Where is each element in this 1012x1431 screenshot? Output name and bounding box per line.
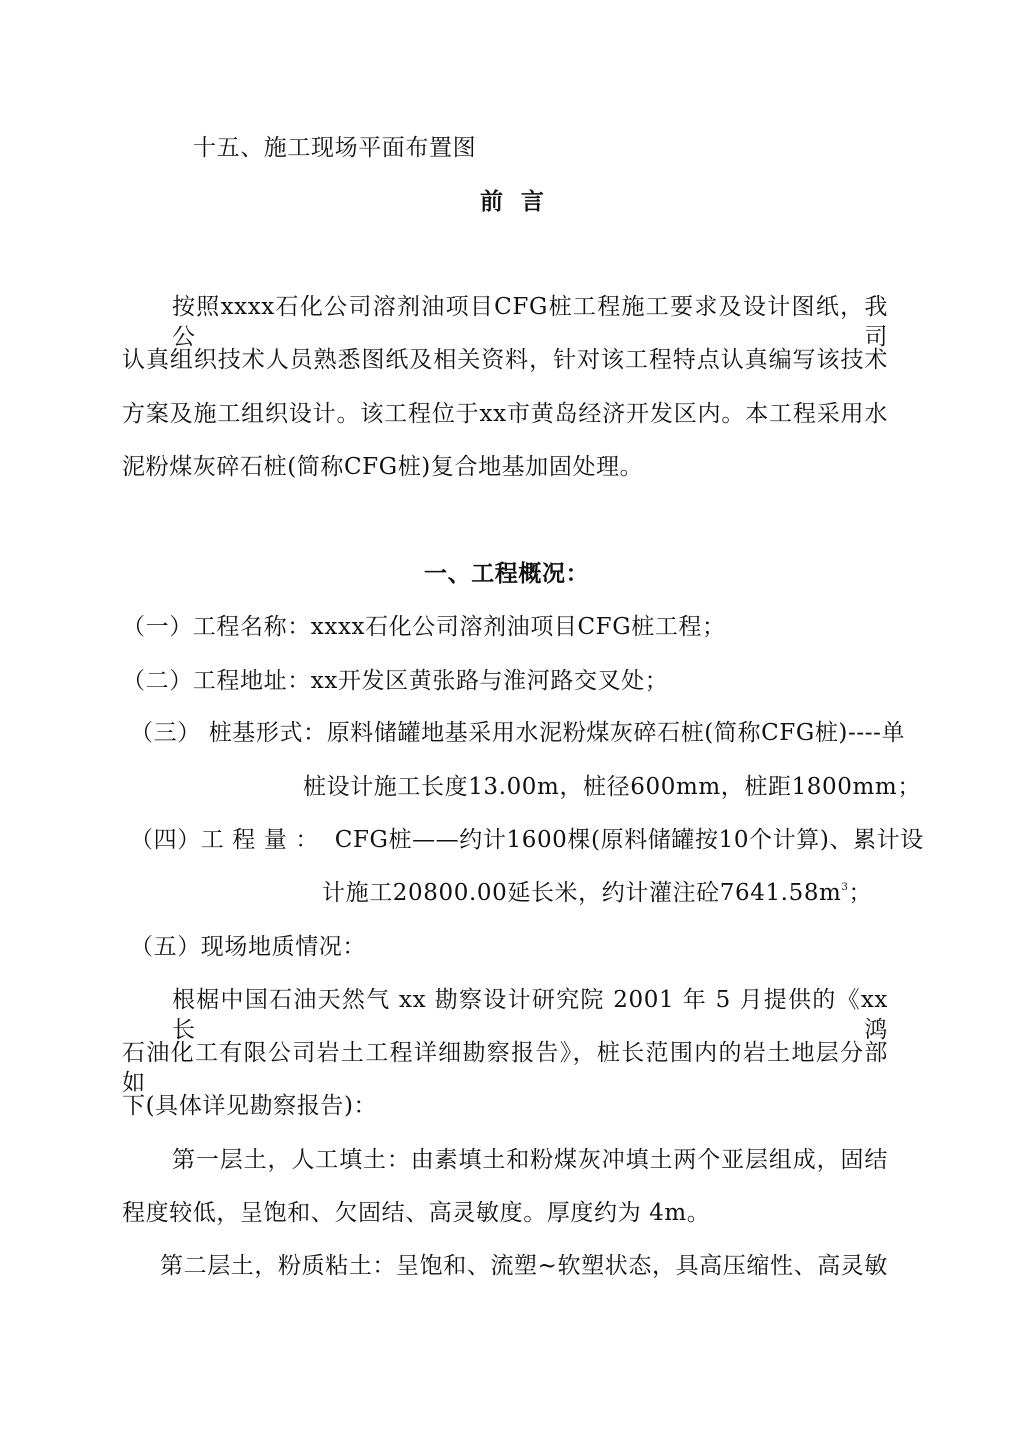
toc-item: 十五、施工现场平面布置图 [193, 135, 477, 161]
preface-title: 前 言 [480, 188, 545, 215]
geology-line: 下(具体详见勘察报告)： [122, 1093, 378, 1119]
pile-type-item: （三） 桩基形式：原料储罐地基采用水泥粉煤灰碎石桩(简称CFG桩)----单 [130, 720, 906, 746]
geology-item: （五）现场地质情况： [130, 934, 366, 960]
project-address-item: （二）工程地址：xx开发区黄张路与淮河路交叉处； [122, 668, 669, 694]
quantity-end: ； [848, 880, 873, 906]
section-title: 一、工程概况： [424, 560, 590, 587]
quantity-item: （四）工 程 量 ： CFG桩——约计1600棵(原料储罐按10个计算)、累计设 [130, 827, 924, 853]
quantity-text: 计施工20800.00延长米，约计灌注砼7641.58m [322, 880, 842, 906]
layer1-line: 第一层土，人工填土：由素填土和粉煤灰冲填土两个亚层组成，固结 [172, 1147, 888, 1173]
geology-line: 根椐中国石油天然气 xx 勘察设计研究院 2001 年 5 月提供的《xx 长鸿 [172, 987, 888, 1043]
intro-line: 按照xxxx石化公司溶剂油项目CFG桩工程施工要求及设计图纸，我公司 [172, 294, 888, 350]
cubic-superscript: 3 [841, 882, 849, 893]
intro-line: 泥粉煤灰碎石桩(简称CFG桩)复合地基加固处理。 [122, 454, 644, 480]
layer2-line: 第二层土，粉质粘土：呈饱和、流塑~软塑状态，具高压缩性、高灵敏 [160, 1253, 888, 1279]
layer1-line: 程度较低，呈饱和、欠固结、高灵敏度。厚度约为 4m。 [122, 1200, 711, 1226]
quantity-item-cont [322, 878, 872, 908]
project-name-item: （一）工程名称：xxxx石化公司溶剂油项目CFG桩工程； [122, 614, 726, 640]
intro-line: 认真组织技术人员熟悉图纸及相关资料，针对该工程特点认真编写该技术 [122, 347, 888, 373]
intro-line: 方案及施工组织设计。该工程位于xx市黄岛经济开发区内。本工程采用水 [122, 401, 888, 427]
pile-type-item-cont: 桩设计施工长度13.00m，桩径600mm，桩距1800mm； [303, 774, 921, 800]
geology-line: 石油化工有限公司岩土工程详细勘察报告》，桩长范围内的岩土地层分部如 [122, 1040, 888, 1096]
